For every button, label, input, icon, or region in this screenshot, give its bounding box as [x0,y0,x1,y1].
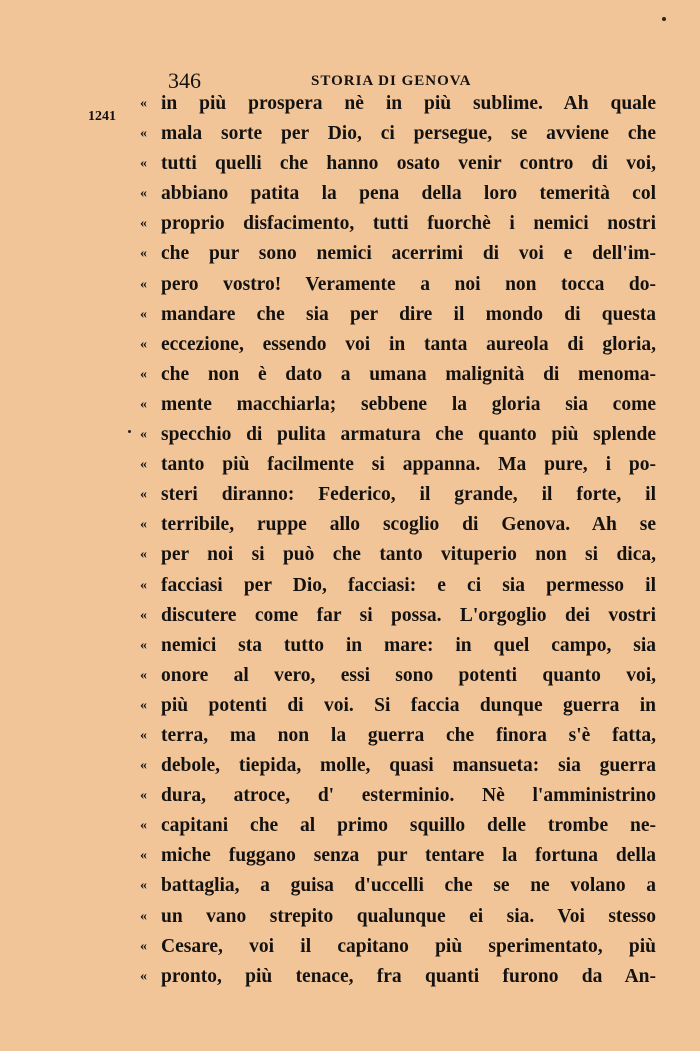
line-text: debole, tiepida, molle, quasi mansueta: sia guerra [161,755,656,777]
running-title: STORIA DI GENOVA [311,73,472,89]
quote-mark: « [140,487,147,503]
text-line [140,330,656,360]
margin-year-note: 1241 [88,109,116,124]
text-line [140,510,656,540]
line-text: un vano strepito qualunque ei sia. Voi stesso [161,905,656,927]
quote-mark: « [140,938,147,954]
text-line [140,270,656,300]
quote-mark: « [140,818,147,834]
quote-mark: « [140,577,147,593]
text-line [140,540,656,570]
text-line [140,119,656,149]
text-line [140,450,656,480]
line-text: eccezione, essendo voi in tanta aureola di gloria, [161,333,656,355]
line-text: mandare che sia per dire il mondo di questa [161,303,656,325]
quote-mark: « [140,908,147,924]
text-line [140,902,656,932]
quote-mark: « [140,637,147,653]
quote-mark: « [140,276,147,292]
text-line [140,390,656,420]
text-line [140,360,656,390]
line-text: tutti quelli che hanno osato venir contro di voi, [161,153,656,175]
line-text: steri diranno: Federico, il grande, il forte, il [161,484,656,506]
line-text: che pur sono nemici acerrimi di voi e dell'im- [161,243,656,265]
text-line [140,209,656,239]
text-line [140,781,656,811]
line-text: capitani che al primo squillo delle trombe ne- [161,815,656,837]
quote-mark: « [140,186,147,202]
quote-mark: « [140,968,147,984]
text-line [140,89,656,119]
line-text: mente macchiarla; sebbene la gloria sia come [161,393,656,415]
text-line [140,571,656,601]
text-line [140,811,656,841]
quote-mark: « [140,156,147,172]
quote-mark: « [140,216,147,232]
text-line [140,661,656,691]
quote-mark: « [140,697,147,713]
quote-mark: « [140,547,147,563]
text-line [140,721,656,751]
line-text: più potenti di voi. Si faccia dunque guerra in [161,694,656,716]
line-text: pero vostro! Veramente a noi non tocca do- [161,273,656,295]
line-text: discutere come far si possa. L'orgoglio dei vostri [161,604,656,626]
line-text: mala sorte per Dio, ci persegue, se avviene che [161,123,656,145]
line-text: in più prospera nè in più sublime. Ah quale [161,93,656,114]
ink-speck [128,430,131,433]
quote-mark: « [140,306,147,322]
quote-mark: « [140,126,147,142]
quote-mark: « [140,396,147,412]
page-number: 346 [168,68,201,93]
quote-mark: « [140,727,147,743]
quote-mark: « [140,457,147,473]
line-text: per noi si può che tanto vituperio non si dica, [161,544,656,566]
line-text: proprio disfacimento, tutti fuorchè i nemici nostri [161,213,656,235]
quote-mark: « [140,366,147,382]
line-text: tanto più facilmente si appanna. Ma pure, i po- [161,454,656,476]
quote-mark: « [140,758,147,774]
text-line [140,480,656,510]
line-text: facciasi per Dio, facciasi: e ci sia permesso il [161,574,656,596]
quote-mark: « [140,667,147,683]
line-text: onore al vero, essi sono potenti quanto voi, [161,664,656,686]
quote-mark: « [140,336,147,352]
text-line [140,179,656,209]
text-line [140,691,656,721]
quote-mark: « [140,788,147,804]
text-line [140,149,656,179]
quote-mark: « [140,848,147,864]
quote-mark: « [140,517,147,533]
body-text [140,89,656,992]
line-text: abbiano patita la pena della loro temerità col [161,183,656,205]
text-line [140,601,656,631]
line-text: battaglia, a guisa d'uccelli che se ne volano a [161,875,656,897]
line-text: terribile, ruppe allo scoglio di Genova. Ah se [161,514,656,536]
text-line [140,962,656,992]
text-line [140,932,656,962]
line-text: nemici sta tutto in mare: in quel campo, sia [161,634,656,656]
text-line [140,239,656,269]
text-line [140,420,656,450]
line-text: dura, atroce, d' esterminio. Nè l'amministrino [161,785,656,807]
quote-mark: « [140,427,147,443]
ink-speck [662,17,666,21]
text-line [140,751,656,781]
text-line [140,300,656,330]
line-text: pronto, più tenace, fra quanti furono da An- [161,965,656,987]
line-text: Cesare, voi il capitano più sperimentato, più [161,935,656,957]
line-text: miche fuggano senza pur tentare la fortuna della [161,845,656,867]
quote-mark: « [140,607,147,623]
quote-mark: « [140,96,147,111]
line-text: che non è dato a umana malignità di menoma- [161,363,656,385]
text-line [140,841,656,871]
line-text: terra, ma non la guerra che finora s'è fatta, [161,724,656,746]
text-line [140,871,656,901]
quote-mark: « [140,878,147,894]
text-line [140,631,656,661]
line-text: specchio di pulita armatura che quanto più splende [161,424,656,446]
quote-mark: « [140,246,147,262]
